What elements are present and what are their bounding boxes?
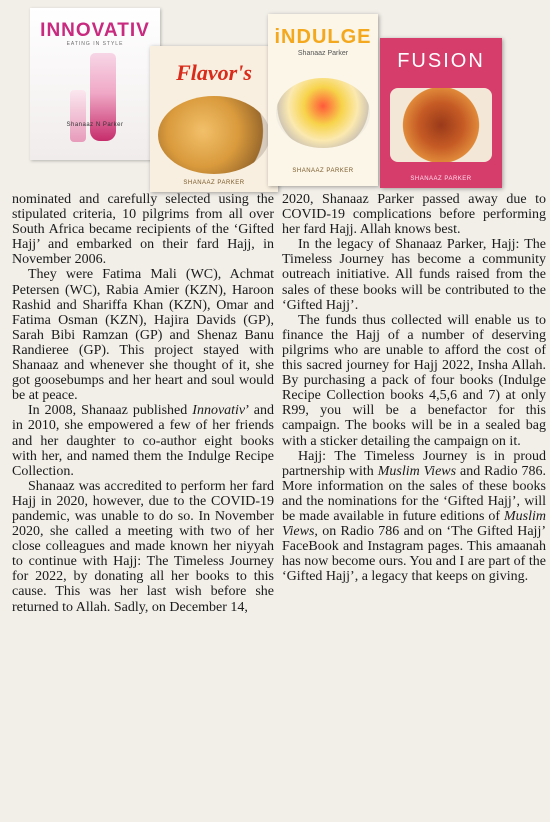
cover-title: FUSION bbox=[397, 50, 485, 72]
paragraph: Shanaaz was accredited to perform her fard Hajj in 2020, however, due to the COVID-19 pandemic, was unable to do so. In November 2020, she called a meeting with two of her close colleagues and made known her niyyah to continue with Hajj: The Timeless Journey for 2022, by donating all her books to this cause. This was her last wish before she returned to Allah. Sadly, on December 14, bbox=[12, 478, 274, 615]
paragraph bbox=[12, 403, 274, 478]
book-cover-innovativ bbox=[30, 8, 160, 160]
book-covers-photo bbox=[0, 0, 550, 192]
cake-image bbox=[276, 78, 370, 148]
cover-title: Flavor's bbox=[176, 60, 252, 85]
cover-author: SHANAAZ PARKER bbox=[292, 168, 354, 174]
book-cover-indulge bbox=[268, 14, 378, 186]
cover-title: INNOVATIV bbox=[40, 20, 150, 41]
paragraph: The funds thus collected will enable us to finance the Hajj of a number of deserving pilgrims who are unable to afford the cost of this sacred journey for Hajj 2022, Insha Allah. By purchasing a pack of four books (Indulge Recipe Collection books 4,5,6 and 7) at only R99, you will be a benefactor for this campaign. The books will be in a sealed bag with a sticker detailing the campaign on it. bbox=[282, 312, 546, 449]
drink-glass-image bbox=[70, 90, 86, 142]
dish-image bbox=[390, 88, 492, 162]
paragraph: nominated and carefully selected using the stipulated criteria, 10 pilgrims from all over South Africa became recipients of the ‘Gifted Hajj’ and embarked on their fard Hajj, in November 2006. bbox=[12, 192, 274, 268]
text-run: In 2008, Shanaaz published bbox=[28, 403, 193, 419]
publication-name-italic: Muslim Views bbox=[377, 463, 457, 479]
article-column-left bbox=[12, 192, 274, 615]
cover-author: SHANAAZ PARKER bbox=[410, 176, 472, 182]
cover-author: SHANAAZ PARKER bbox=[183, 180, 245, 186]
paragraph: In the legacy of Shanaaz Parker, Hajj: The Timeless Journey has become a community outreach initiative. All funds raised from the sales of these books will be contributed to the ‘Gifted Hajj’. bbox=[282, 237, 546, 313]
cover-subtitle: Shanaaz Parker bbox=[297, 50, 349, 57]
paragraph: They were Fatima Mali (WC), Achmat Petersen (WC), Rabia Amier (KZN), Haroon Rashid and Shariffa Khan (KZN), Omar and Fatima Osman (KZN), Hajira Davids (GP), Sarah Bibi Ramzan (GP) and Shenaz Banu Randieree (GP). This project stayed with Shanaaz and whenever she thought of it, she got goosebumps and her heart and soul would be at peace. bbox=[12, 267, 274, 404]
text-run: ’ and in 2010, she empowered a few of her friends and her daughter to co-author eight books with her, and named them the Indulge Recipe Collection. bbox=[12, 403, 274, 479]
article-column-right bbox=[282, 192, 546, 584]
text-run: Hajj: The Timeless Journey is in proud partnership with bbox=[282, 448, 546, 479]
paragraph bbox=[282, 449, 546, 585]
pastry-image bbox=[158, 96, 270, 174]
book-cover-fusion bbox=[380, 38, 502, 188]
text-run: , on Radio 786 and on ‘The Gifted Hajj’ FaceBook and Instagram pages. This amaanah has now become ours. You and I are part of the ‘Gifted Hajj’, a legacy that keeps on giving. bbox=[282, 524, 546, 585]
cover-subtitle: EATING IN STYLE bbox=[66, 41, 124, 47]
text-run: and Radio 786. More information on the sales of these books and the nominations for the ‘Gifted Hajj’, will be made available in future editions of bbox=[282, 463, 547, 524]
cover-author: Shanaaz N Parker bbox=[66, 122, 124, 128]
book-title-italic: Innovativ bbox=[192, 403, 246, 419]
publication-name-italic: Muslim Views bbox=[282, 508, 546, 540]
cover-title: iNDULGE bbox=[274, 26, 372, 48]
book-cover-flavors bbox=[150, 46, 278, 192]
paragraph: 2020, Shanaaz Parker passed away due to COVID-19 complications before performing her fard Hajj. Allah knows best. bbox=[282, 192, 546, 238]
